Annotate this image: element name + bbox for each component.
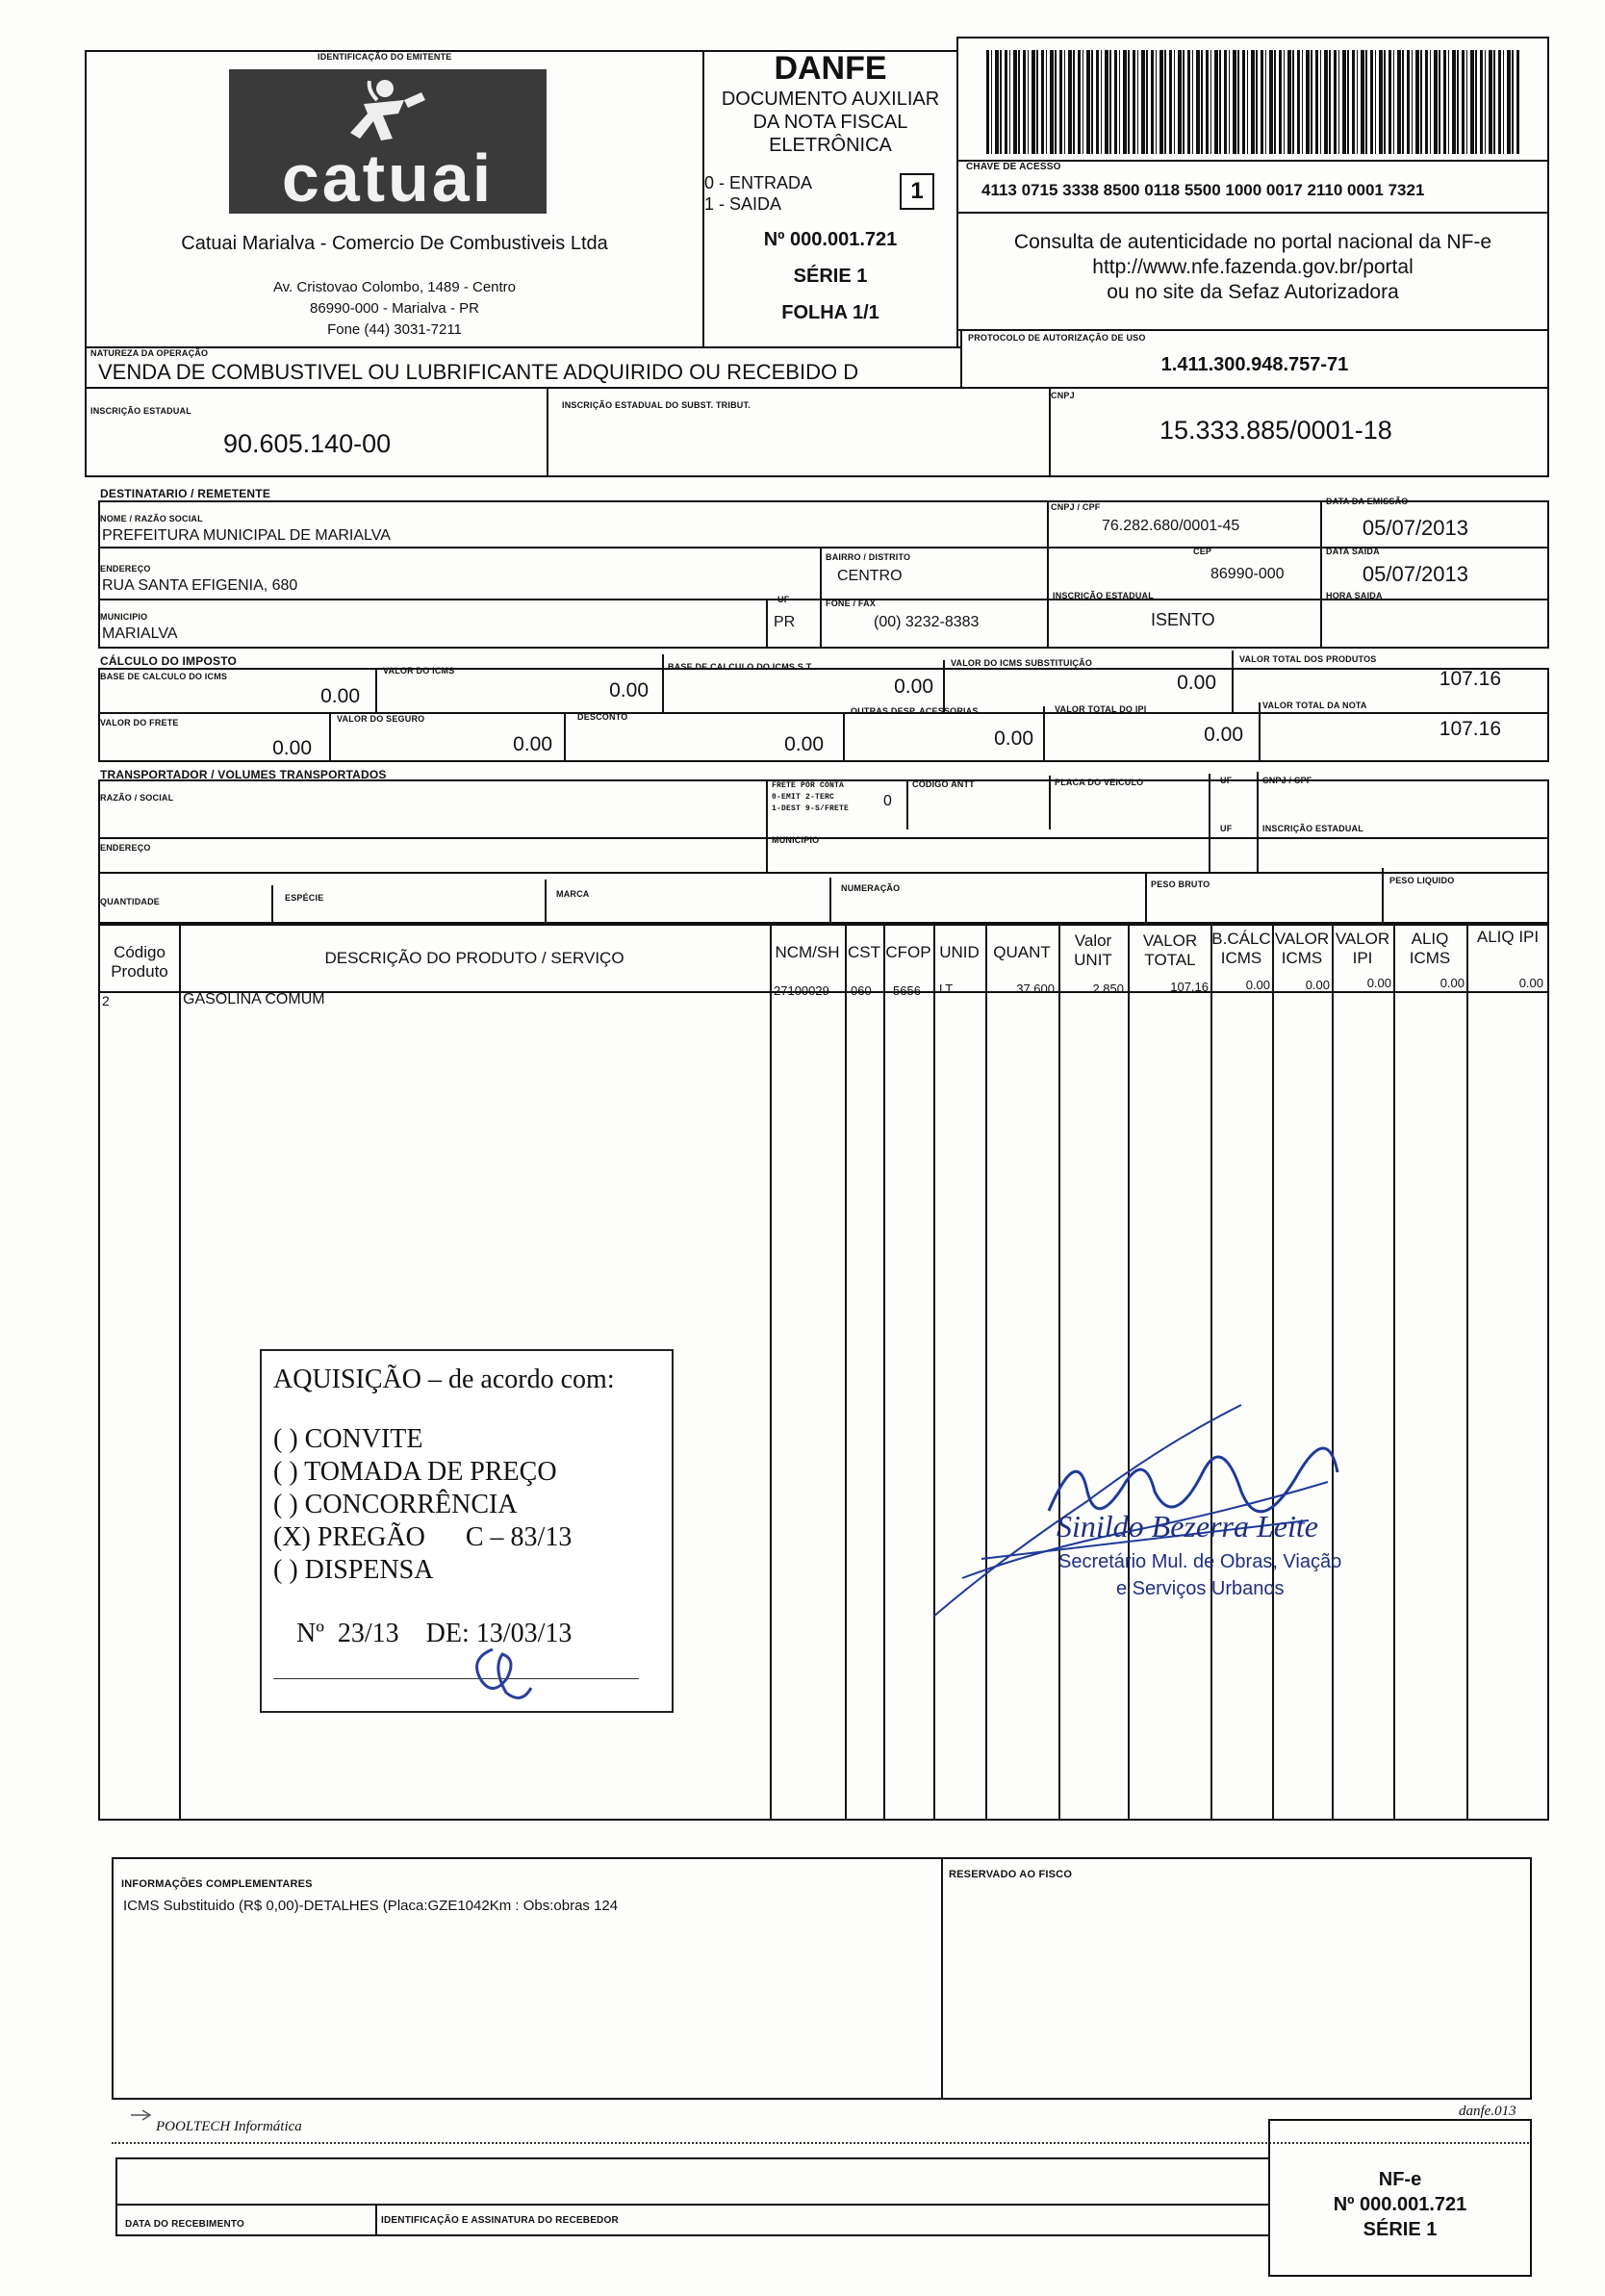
bc-icms-label: BASE DE CALCULO DO ICMS [100,672,228,681]
dest-col-ie [1047,599,1049,649]
row-ncm: 27100029 [774,983,829,998]
barcode [986,50,1520,154]
dest-fone-label: FONE / FAX [826,599,877,608]
natureza-label: NATUREZA DA OPERAÇÃO [90,348,209,358]
transp-quantidade-label: QUANTIDADE [100,897,160,906]
prod-col-1 [179,924,181,1821]
canhoto-assinatura-label: IDENTIFICAÇÃO E ASSINATURA DO RECEBEDOR [381,2215,619,2226]
canhoto-col [375,2204,377,2236]
v-st-label: VALOR DO ICMS SUBSTITUIÇÃO [951,658,1093,668]
prod-col-7 [1058,924,1060,1821]
stamp-opt-3: ( ) CONCORRÊNCIA [273,1490,518,1519]
transp-endereco-label: ENDEREÇO [100,843,151,853]
danfe-entrada: 0 - ENTRADA [704,173,813,192]
stamp-initials-icon [464,1640,541,1707]
ie-value: 90.605.140-00 [223,429,392,458]
transp-col-7 [545,880,547,924]
dest-saida-label: DATA SAIDA [1326,547,1380,556]
th-valor-total: VALOR TOTAL [1142,931,1198,969]
transp-municipio-label: MUNICIPIO [772,835,820,845]
prod-col-6 [985,924,987,1821]
canhoto-serie: SÉRIE 1 [1363,2219,1438,2240]
transp-line-1 [98,837,1549,839]
seguro-label: VALOR DO SEGURO [337,714,425,724]
th-aliq-icms: ALIQ ICMS [1409,930,1451,967]
canhoto-numero: Nº 000.001.721 [1333,2194,1467,2215]
transp-col-8 [829,878,831,924]
consulta-line-3: ou no site da Sefaz Autorizadora [1107,281,1399,303]
v-prod-label: VALOR TOTAL DOS PRODUTOS [1239,654,1377,664]
danfe-subtitle-3: ELETRÔNICA [769,135,892,156]
prod-col-10 [1272,924,1274,1821]
danfe-subtitle-1: DOCUMENTO AUXILIAR [721,89,940,110]
dest-cep: 86990-000 [1210,566,1285,582]
emitente-phone: Fone (44) 3031-7211 [327,321,462,338]
transp-peso-bruto-label: PESO BRUTO [1151,880,1210,889]
transp-col-5 [1257,772,1259,872]
th-unid: UNID [939,943,980,961]
signature-role-2: e Serviços Urbanos [1116,1578,1285,1599]
row-valor-unit: 2.850 [1092,982,1124,996]
protocolo-label: PROTOCOLO DE AUTORIZAÇÃO DE USO [968,333,1146,343]
v-icms: 0.00 [609,679,649,702]
imposto-col-9 [1259,702,1261,762]
transp-placa-label: PLACA DO VEICULO [1055,778,1144,787]
transp-col-6 [271,885,273,924]
ie-label: INSCRIÇÃO ESTADUAL [90,406,191,416]
danfe-numero: Nº 000.001.721 [763,229,898,250]
canhoto-nfe: NF-e [1378,2169,1422,2190]
dest-ie-label: INSCRIÇÃO ESTADUAL [1053,591,1154,600]
dest-cnpj: 76.282.680/0001-45 [1102,518,1240,534]
dest-nome: PREFEITURA MUNICIPAL DE MARIALVA [102,527,391,544]
dest-nome-label: NOME / RAZÃO SOCIAL [100,514,203,523]
prod-col-12 [1393,924,1395,1821]
ie-st-label: INSCRIÇÃO ESTADUAL DO SUBST. TRIBUT. [562,400,751,410]
transp-numeracao-label: NUMERAÇÃO [841,883,901,893]
th-valor-icms: VALOR ICMS [1274,930,1330,967]
prod-col-2 [770,924,772,1821]
transp-peso-liquido-label: PESO LIQUIDO [1389,876,1455,885]
signature-name: Sinildo Bezerra Leite [1057,1509,1318,1543]
transp-frete-2: 0-EMIT 2-TERC [772,793,835,802]
prod-col-3 [845,924,847,1821]
emitente-city: 86990-000 - Marialva - PR [310,300,479,317]
chave-label: CHAVE DE ACESSO [966,162,1061,172]
dest-cep-label: CEP [1193,547,1212,556]
prod-col-11 [1332,924,1334,1821]
dest-col-fone [820,599,822,649]
bc-st: 0.00 [894,676,933,698]
dest-emissao-label: DATA DA EMISSÃO [1326,497,1409,506]
transp-marca-label: MARCA [556,889,590,899]
v-icms-label: VALOR DO ICMS [383,666,455,676]
fisco-box [941,1857,1532,2100]
chave-divider-2 [956,212,1549,214]
dest-col-bairro [820,547,822,599]
ipi: 0.00 [1204,724,1243,746]
row-bc-icms: 0.00 [1245,978,1270,992]
dest-bairro: CENTRO [837,568,903,584]
frete: 0.00 [272,737,312,759]
v-st: 0.00 [1177,672,1216,694]
dest-uf-label: UF [777,595,790,604]
transp-antt-label: CÓDIGO ANTT [912,779,975,789]
danfe-serie: SÉRIE 1 [793,266,868,287]
danfe-tipo-box: 1 [900,173,934,210]
transp-frete-value: 0 [883,793,892,809]
stamp-numero: Nº 23/13 DE: 13/03/13 [296,1619,573,1648]
transp-frete-1: FRETE POR CONTA [772,781,845,790]
ipi-label: VALOR TOTAL DO IPI [1055,704,1147,714]
imposto-label: CÁLCULO DO IMPOSTO [100,654,238,668]
v-prod: 107.16 [1439,668,1501,690]
info-label: INFORMAÇÕES COMPLEMENTARES [121,1878,313,1890]
prod-col-9 [1210,924,1212,1821]
th-codigo: Código Produto [111,943,168,981]
imposto-col-7 [843,712,845,762]
transp-line-2 [98,872,1549,874]
dest-fone: (00) 3232-8383 [874,614,980,630]
desconto: 0.00 [784,733,824,755]
dest-municipio-label: MUNICIPIO [100,612,148,622]
info-box [112,1857,943,2100]
stamp-opt-1: ( ) CONVITE [273,1424,423,1454]
th-cfop: CFOP [885,943,931,961]
transp-uf2-label: UF [1220,824,1233,833]
imposto-col-1 [375,668,377,712]
cnpj-label: CNPJ [1051,391,1075,400]
th-cst: CST [848,943,880,961]
dest-saida: 05/07/2013 [1362,562,1468,586]
dest-ie: ISENTO [1151,610,1215,629]
emitente-name: Catuai Marialva - Comercio De Combustiveis Ltda [181,233,608,254]
dest-endereco: RUA SANTA EFIGENIA, 680 [102,577,298,594]
transp-razao-label: RAZÃO / SOCIAL [100,793,174,803]
dest-col-uf [766,599,768,649]
th-valor-unit: Valor UNIT [1074,931,1112,969]
canhoto-box [115,2157,1270,2236]
transp-col-2 [906,779,908,829]
transp-especie-label: ESPÉCIE [285,893,324,903]
dest-col-cnpj [1047,500,1049,599]
emitente-address: Av. Cristovao Colombo, 1489 - Centro [272,279,517,295]
transp-col-4 [1209,774,1210,872]
th-descricao: DESCRIÇÃO DO PRODUTO / SERVIÇO [324,949,624,967]
transp-col-1 [766,779,768,872]
row-unid: LT [939,982,954,996]
logo-text: catuai [281,140,495,216]
seguro: 0.00 [513,733,552,755]
transp-ie-label: INSCRIÇÃO ESTADUAL [1262,824,1363,833]
canhoto-mid-line [115,2204,1270,2206]
dest-bairro-label: BAIRRO / DISTRITO [826,552,911,562]
outras-label: OUTRAS DESP. ACESSORIAS [851,706,979,716]
prod-col-8 [1128,924,1130,1821]
imposto-col-5 [329,712,331,762]
row-aliq-ipi: 0.00 [1518,976,1543,990]
frete-label: VALOR DO FRETE [100,718,179,727]
dest-col-date [1320,500,1322,649]
stamp-underline [273,1678,639,1679]
stamp-opt-5: ( ) DISPENSA [273,1555,434,1585]
signature-role-1: Secretário Mul. de Obras, Viação [1058,1551,1342,1572]
dest-cnpj-label: CNPJ / CPF [1051,502,1101,512]
total: 107.16 [1439,718,1501,740]
emitente-label: IDENTIFICAÇÃO DO EMITENTE [318,52,452,62]
transp-cnpj-label: CNPJ / CPF [1262,776,1312,785]
company-logo [229,69,547,214]
outras: 0.00 [994,727,1033,750]
prod-col-5 [933,924,935,1821]
dest-emissao: 05/07/2013 [1362,516,1468,540]
danfe-subtitle-2: DA NOTA FISCAL [752,112,908,133]
software-name: POOLTECH Informática [156,2119,302,2134]
row-valor-total: 107.16 [1170,980,1209,994]
row-codigo: 2 [102,993,110,1008]
dest-hora-label: HORA SAIDA [1326,591,1383,600]
chave-value: 4113 0715 3338 8500 0118 5500 1000 0017 2110 0001 7321 [981,181,1425,199]
desconto-label: DESCONTO [577,712,628,722]
imposto-col-4 [1232,651,1234,712]
row-valor-icms: 0.00 [1305,978,1330,992]
prod-col-13 [1466,924,1468,1821]
danfe-folha: FOLHA 1/1 [781,302,879,323]
transp-frete-3: 1-DEST 9-S/FRETE [772,804,850,813]
row-cfop: 5656 [893,983,921,998]
transp-col-9 [1145,872,1147,924]
th-quant: QUANT [993,943,1051,961]
stamp-opt-4: (X) PREGÃO C – 83/13 [273,1522,573,1552]
destinatario-label: DESTINATARIO / REMETENTE [100,487,271,500]
transporte-label: TRANSPORTADOR / VOLUMES TRANSPORTADOS [100,768,387,781]
row-valor-ipi: 0.00 [1366,976,1391,990]
fisco-label: RESERVADO AO FISCO [949,1869,1073,1880]
consulta-line-2: http://www.nfe.fazenda.gov.br/portal [1092,256,1414,278]
th-bc-icms: B.CÁLC ICMS [1211,930,1271,967]
danfe-saida: 1 - SAIDA [704,194,782,214]
dest-uf: PR [774,614,796,630]
stamp-title: AQUISIÇÃO – de acordo com: [273,1365,615,1394]
transp-uf-label: UF [1220,776,1233,785]
imposto-col-8 [1043,706,1045,762]
imposto-col-6 [564,712,566,762]
th-ncm: NCM/SH [775,943,840,961]
consulta-line-1: Consulta de autenticidade no portal nacional da NF-e [1013,231,1492,253]
bc-icms: 0.00 [320,685,360,707]
protocolo-value: 1.411.300.948.757-71 [1160,354,1349,375]
canhoto-recebimento-label: DATA DO RECEBIMENTO [125,2219,244,2230]
transp-col-3 [1049,776,1051,829]
transp-col-10 [1382,868,1384,924]
row-aliq-icms: 0.00 [1439,976,1465,990]
row-cst: 060 [851,983,872,998]
th-aliq-ipi: ALIQ IPI [1476,928,1540,946]
dest-endereco-label: ENDEREÇO [100,564,151,574]
bc-st-label: BASE DE CALCULO DO ICMS S.T. [668,662,814,672]
form-code: danfe.013 [1459,2104,1516,2119]
row-descricao: GASOLINA COMUM [183,991,325,1008]
imposto-col-2 [662,654,664,712]
th-valor-ipi: VALOR IPI [1335,930,1390,967]
pooltech-arrow-icon [129,2107,154,2123]
prod-col-4 [883,924,885,1821]
total-label: VALOR TOTAL DA NOTA [1262,701,1367,710]
row-quant: 37.600 [1016,982,1055,996]
danfe-title: DANFE [774,50,887,87]
info-value: ICMS Substituido (R$ 0,00)-DETALHES (Placa:GZE1042Km : Obs:obras 124 [123,1898,619,1914]
imposto-mid-line [98,712,1549,714]
dest-municipio: MARIALVA [102,625,178,642]
imposto-col-3 [943,660,945,712]
natureza-value: VENDA DE COMBUSTIVEL OU LUBRIFICANTE ADQUIRIDO OU RECEBIDO D [98,360,859,384]
cnpj-value: 15.333.885/0001-18 [1159,416,1392,445]
stamp-opt-2: ( ) TOMADA DE PREÇO [273,1457,557,1487]
aquisicao-stamp [260,1349,674,1713]
